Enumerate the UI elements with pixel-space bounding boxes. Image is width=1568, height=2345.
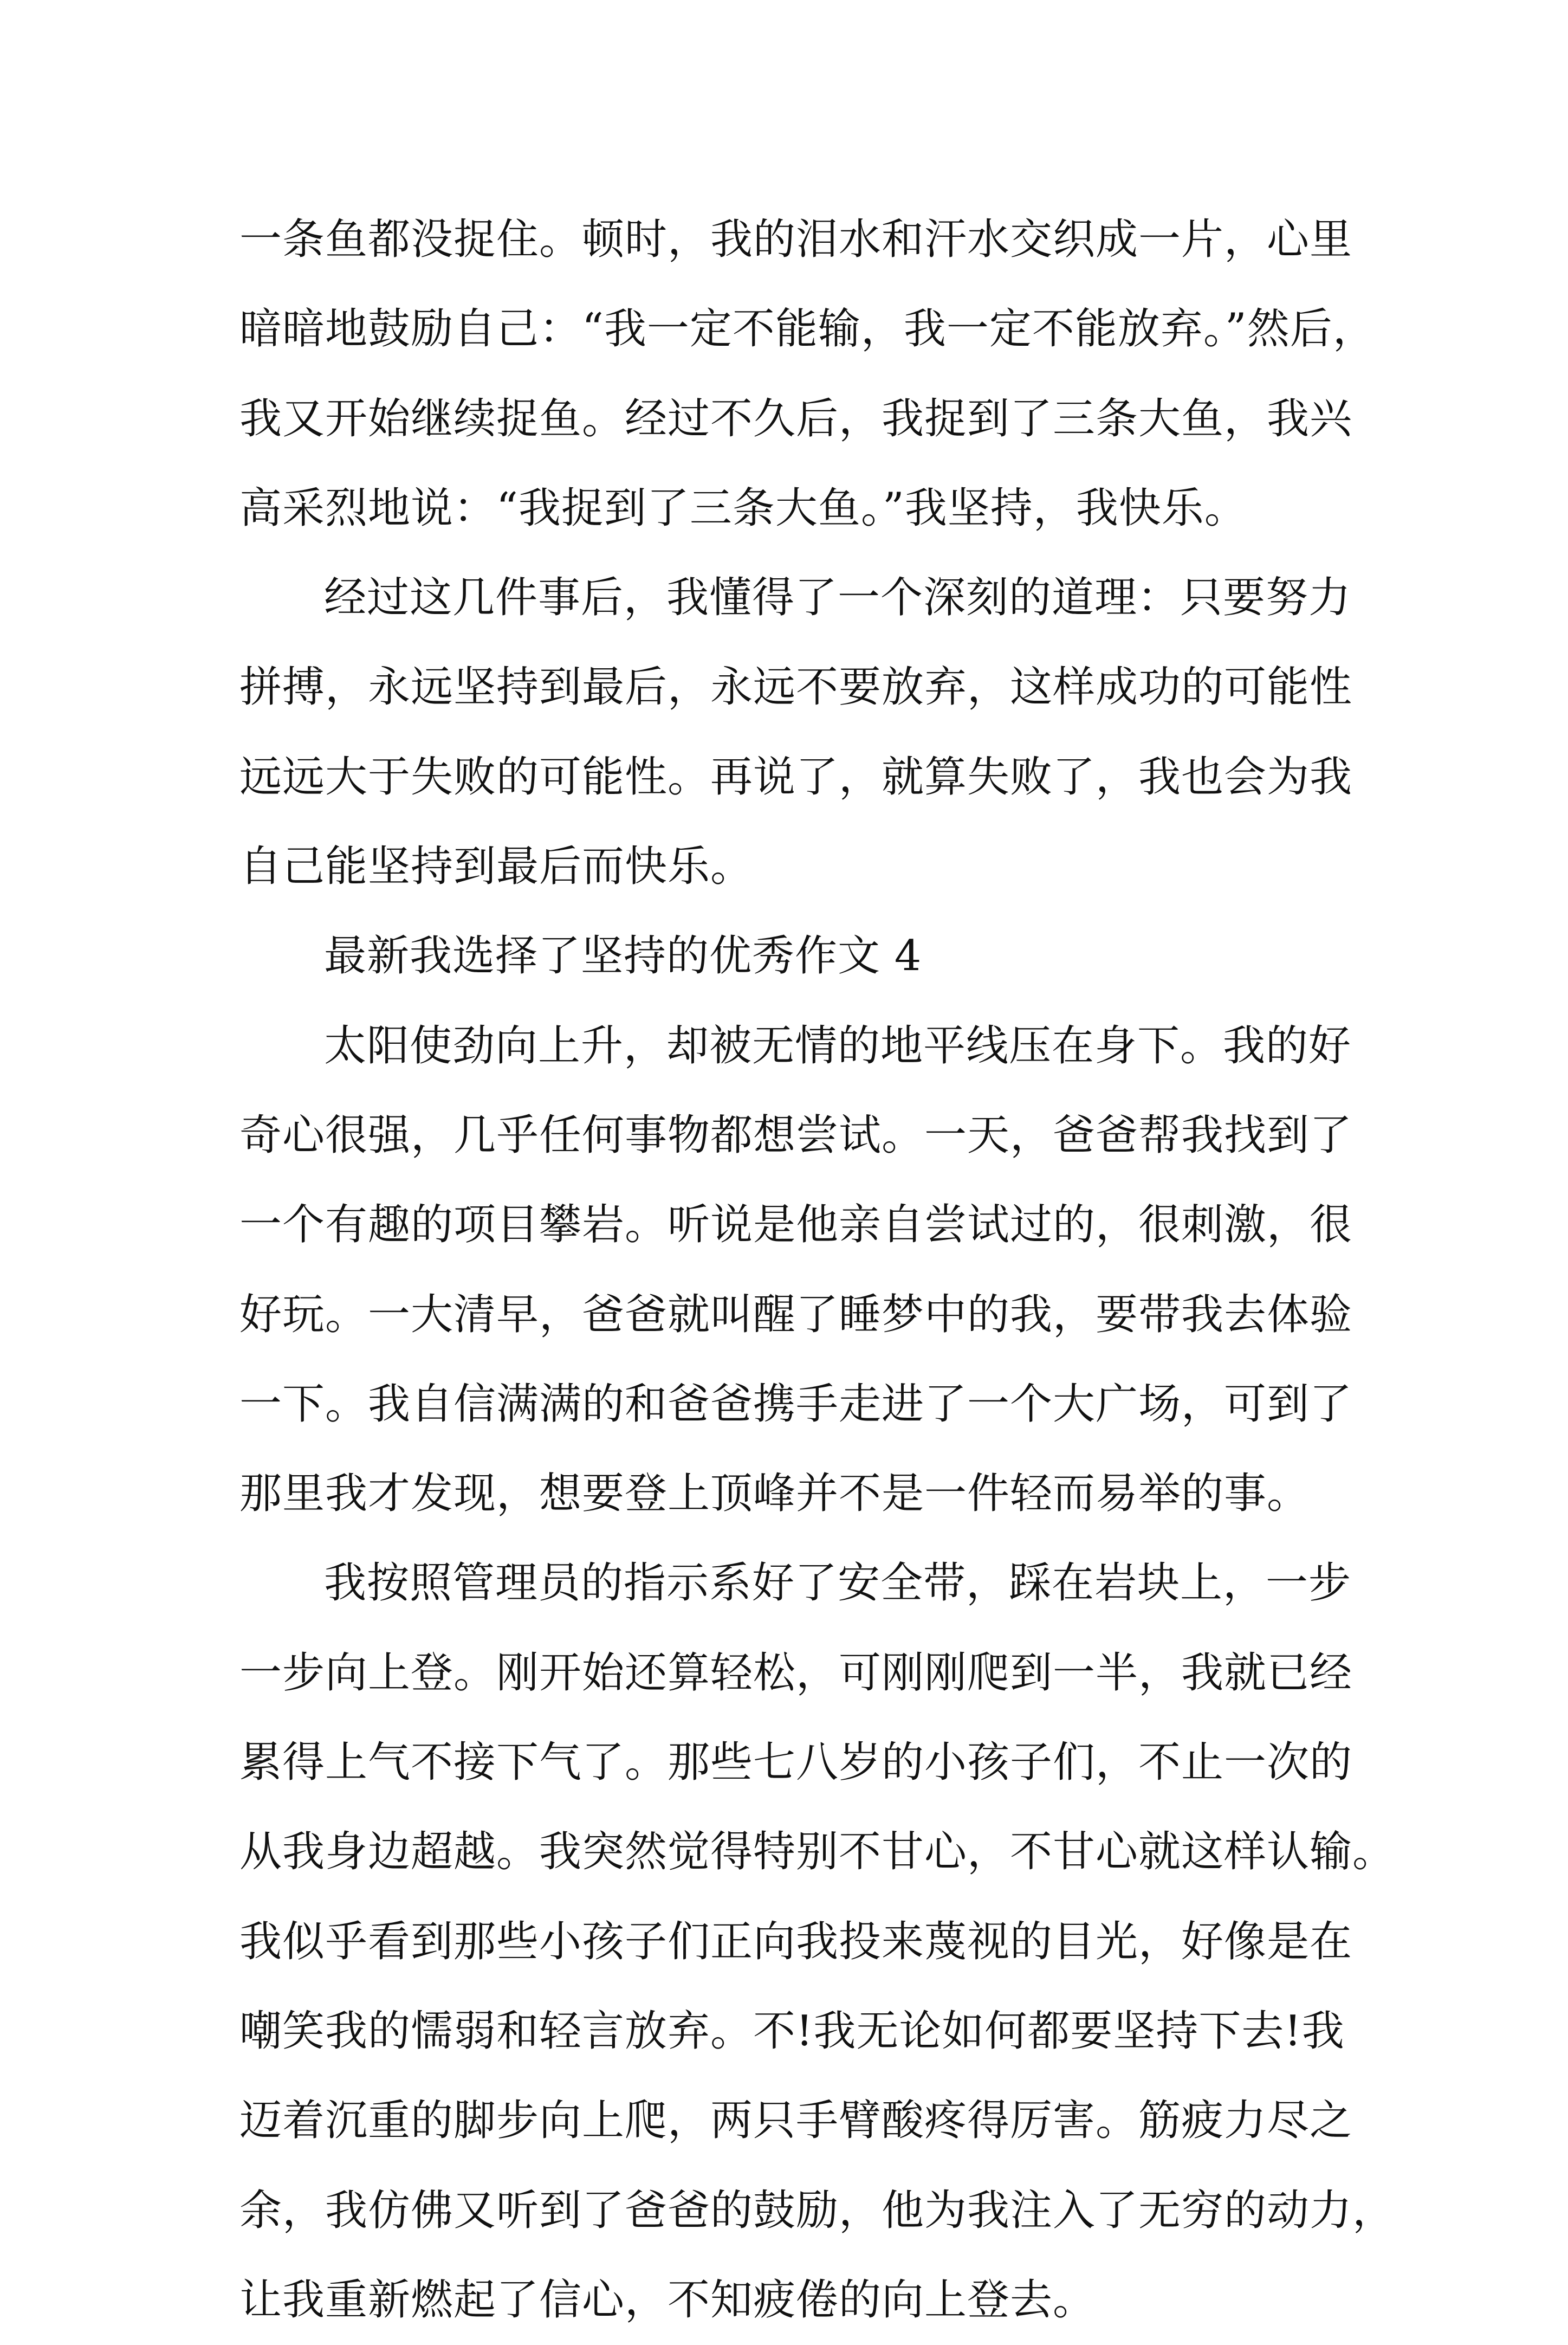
text-line-8: 自己能坚持到最后而快乐。 (239, 842, 754, 892)
text-line-17: 一步向上登。刚开始还算轻松，可刚刚爬到一半，我就已经 (239, 1648, 1353, 1697)
text-line-11: 奇心很强，几乎任何事物都想尝试。一天，爸爸帮我找到了 (239, 1110, 1353, 1160)
text-line-18: 累得上气不接下气了。那些七八岁的小孩子们，不止一次的 (239, 1738, 1353, 1787)
text-line-14: 一下。我自信满满的和爸爸携手走进了一个大广场，可到了 (239, 1379, 1353, 1429)
text-line-22: 迈着沉重的脚步向上爬，两只手臂酸疼得厉害。筋疲力尽之 (239, 2096, 1353, 2146)
text-line-16: 我按照管理员的指示系好了安全带，踩在岩块上，一步 (324, 1559, 1352, 1608)
text-line-6: 拼搏，永远坚持到最后，永远不要放弃，这样成功的可能性 (239, 663, 1353, 712)
text-line-10: 太阳使劲向上升，却被无情的地平线压在身下。我的好 (324, 1021, 1352, 1070)
text-line-23: 余，我仿佛又听到了爸爸的鼓励，他为我注入了无穷的动力， (239, 2186, 1396, 2235)
text-line-3: 我又开始继续捉鱼。经过不久后，我捉到了三条大鱼，我兴 (239, 394, 1353, 443)
text-line-15: 那里我才发现，想要登上顶峰并不是一件轻而易举的事。 (239, 1469, 1310, 1519)
text-line-1: 一条鱼都没捉住。顿时，我的泪水和汗水交织成一片，心里 (239, 215, 1353, 264)
text-line-5: 经过这几件事后，我懂得了一个深刻的道理：只要努力 (324, 573, 1352, 623)
text-line-24: 让我重新燃起了信心，不知疲倦的向上登去。 (239, 2275, 1096, 2324)
text-line-20: 我似乎看到那些小孩子们正向我投来蔑视的目光，好像是在 (239, 1917, 1353, 1966)
text-line-4: 高采烈地说：“我捉到了三条大鱼。”我坚持，我快乐。 (239, 483, 1247, 533)
text-line-21: 嘲笑我的懦弱和轻言放弃。不!我无论如何都要坚持下去!我 (239, 2006, 1345, 2056)
text-line-2: 暗暗地鼓励自己：“我一定不能输，我一定不能放弃。”然后， (239, 305, 1376, 354)
text-line-19: 从我身边超越。我突然觉得特别不甘心，不甘心就这样认输。 (239, 1827, 1396, 1877)
document-body (239, 195, 1396, 2345)
text-line-7: 远远大于失败的可能性。再说了，就算失败了，我也会为我 (239, 752, 1353, 802)
text-line-13: 好玩。一大清早，爸爸就叫醒了睡梦中的我，要带我去体验 (239, 1290, 1353, 1339)
text-line-12: 一个有趣的项目攀岩。听说是他亲自尝试过的，很刺激，很 (239, 1200, 1353, 1250)
section-heading: 最新我选择了坚持的优秀作文 4 (324, 932, 922, 981)
